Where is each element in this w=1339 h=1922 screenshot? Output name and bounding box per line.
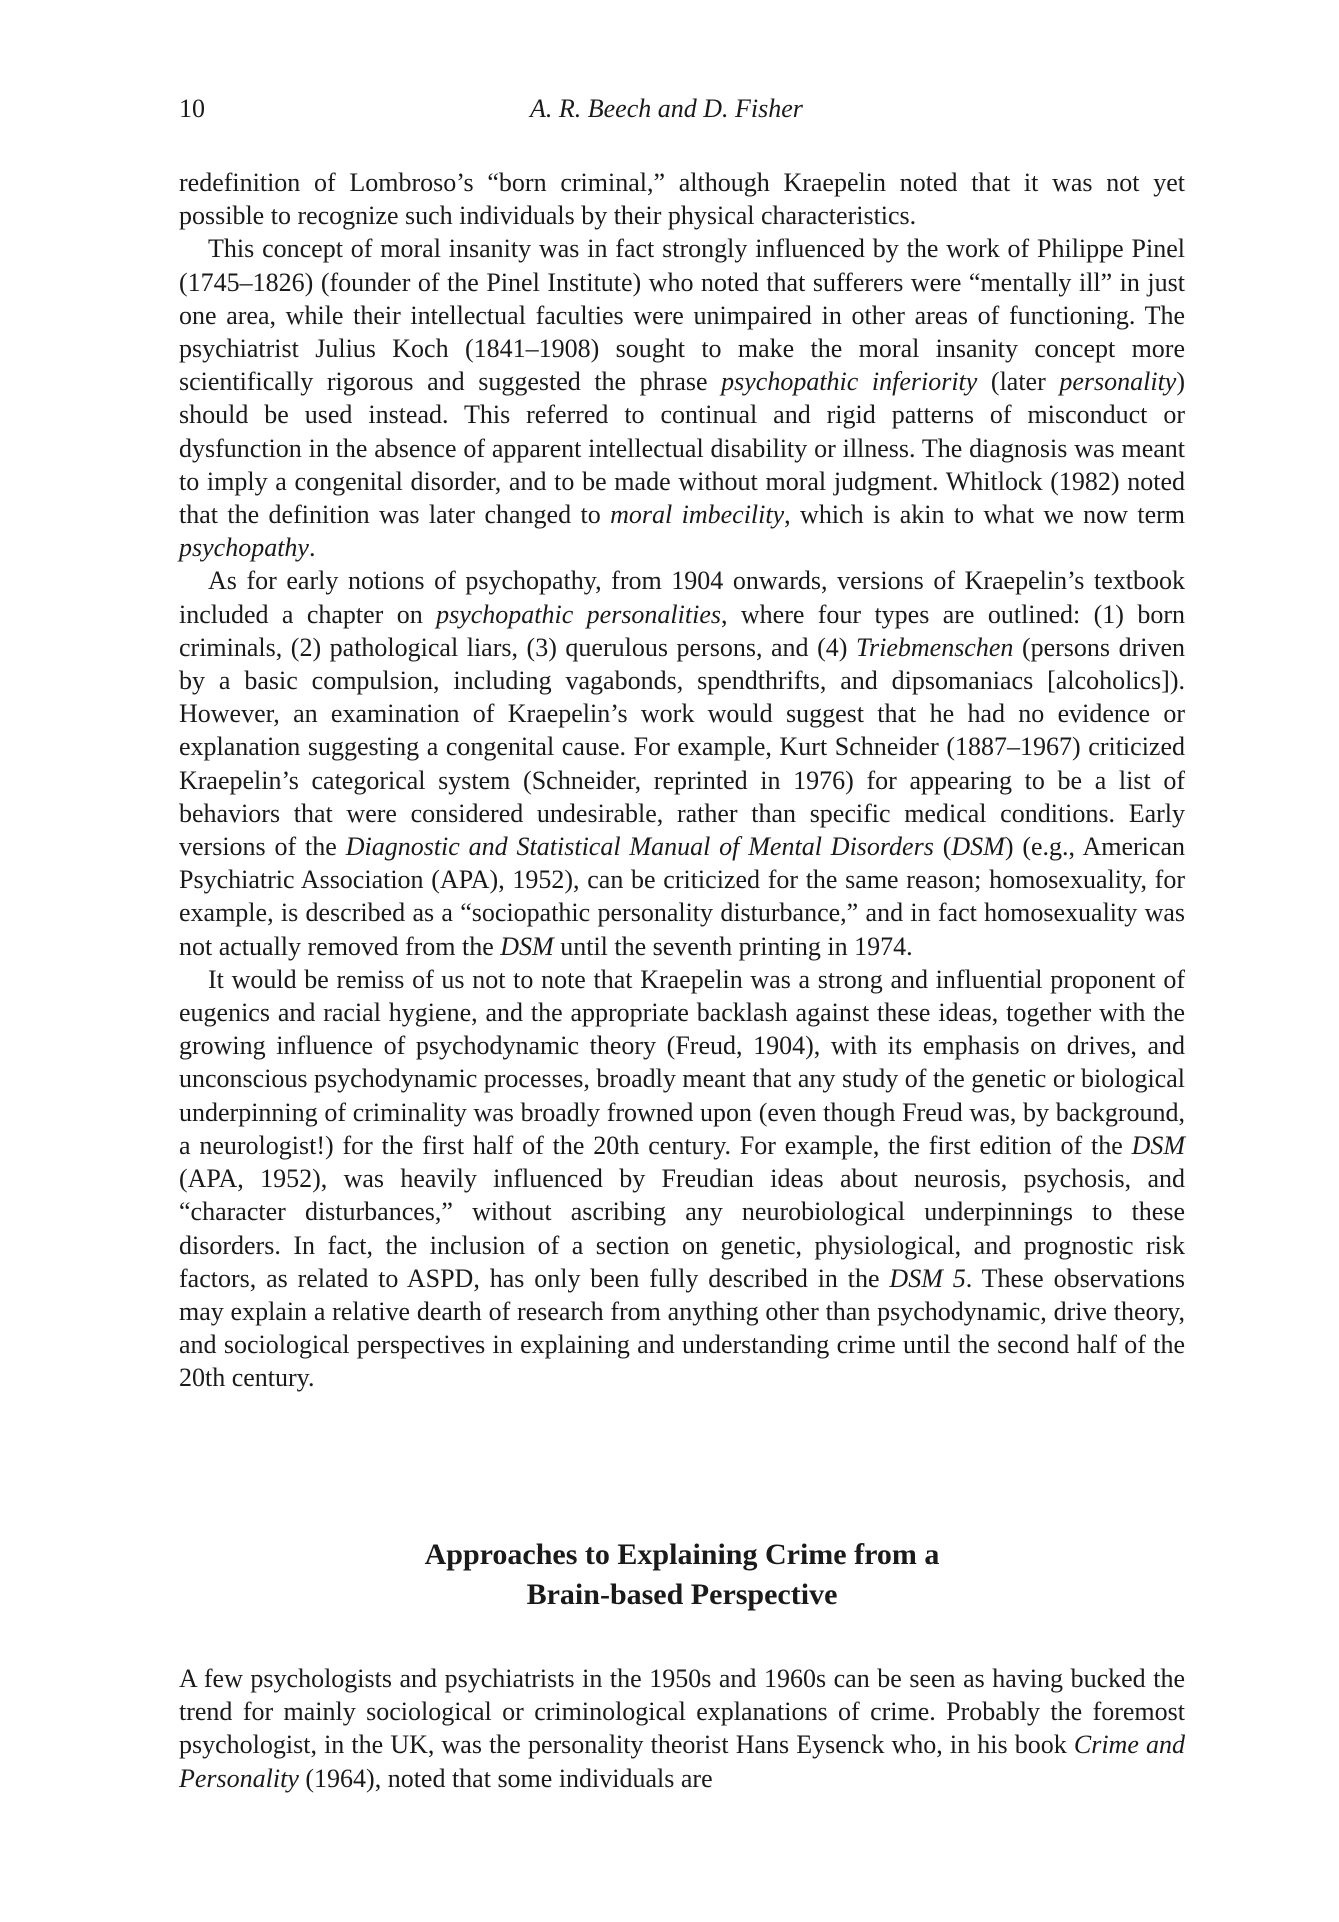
paragraph-2 <box>179 232 1185 564</box>
section-paragraph-1 <box>179 1662 1185 1795</box>
section-heading-line-1: Approaches to Explaining Crime from a <box>424 1538 940 1571</box>
p3-text-e: (persons driven by a basic compulsion, including vagabonds, spendthrifts, and dipsomaniacs [alcoholics]). However, an examination of Kraepelin’s work would suggest that he had no evidence or explanation suggesting a congenital cause. For example, Kurt Schneider (1887–1967) criticized Kraepelin’s categorical system (Schneider, reprinted in 1976) for appearing to be a list of behaviors that were considered undesirable, rather than specific medical conditions. Early versions of the <box>179 632 1186 862</box>
p4-text-a: It would be remiss of us not to note that Kraepelin was a strong and influential proponent of eugenics and racial hygiene, and the appropriate backlash against these ideas, together with the growing influence of psychodynamic theory (Freud, 1904), with its emphasis on drives, and unconscious psychodynamic processes, broadly meant that any study of the genetic or biological underpinning of criminality was broadly frowned upon (even though Freud was, by background, a neurologist!) for the first half of the 20th century. For example, the first edition of the <box>179 964 1185 1160</box>
p2-text-g: , which is akin to what we now term <box>784 500 1185 530</box>
s1-italic-crime-and-personality: Crime and Personality <box>179 1730 1186 1793</box>
s1-text-c: (1964), noted that some individuals are <box>298 1763 713 1793</box>
p3-text-k: until the seventh printing in 1974. <box>553 931 913 961</box>
p2-italic-psychopathic-inferiority: psychopathic inferiority <box>721 367 978 397</box>
p4-italic-dsm-5: DSM 5 <box>889 1263 966 1293</box>
p3-text-g: ( <box>933 832 952 862</box>
p3-italic-triebmenschen: Triebmenschen <box>855 632 1014 662</box>
p4-italic-dsm: DSM <box>1131 1130 1185 1160</box>
page-number: 10 <box>179 94 205 123</box>
section-body-text <box>179 1662 1185 1795</box>
p3-text-a: As for early notions of psychopathy, from 1904 onwards, versions of Kraepelin’s textbook included a chapter on <box>179 566 1185 629</box>
running-head: A. R. Beech and D. Fisher <box>530 94 803 123</box>
p2-italic-personality: personality <box>1059 367 1177 397</box>
p4-text-e: . These observations may explain a relative dearth of research from anything other than psychodynamic, drive theory, and sociological perspectives in explaining and understanding crime until the second half of the 20th century. <box>179 1263 1185 1393</box>
p2-italic-psychopathy: psychopathy <box>179 533 309 563</box>
p2-text-e: ) should be used instead. This referred to continual and rigid patterns of misconduct or dysfunction in the absence of apparent intellectual disability or illness. The diagnosis was meant to imply a congenital disorder, and to be made without moral judgment. Whitlock (1982) noted that the definition was later changed to <box>179 367 1186 530</box>
section-heading <box>179 1535 1185 1615</box>
p3-italic-dsm-2: DSM <box>500 931 554 961</box>
paragraph-1: redefinition of Lombroso’s “born criminal,” although Kraepelin noted that it was not yet possible to recognize such individuals by their physical characteristics. <box>179 168 1185 231</box>
p3-text-i: ) (e.g., American Psychiatric Association (APA), 1952), can be criticized for the same reason; homosexuality, for example, is described as a “sociopathic personality disturbance,” and in fact homosexuality was not actually removed from the <box>179 832 1185 961</box>
p2-text-a: This concept of moral insanity was in fact strongly influenced by the work of Philippe Pinel (1745–1826) (founder of the Pinel Institute) who noted that sufferers were “mentally ill” in just one area, while their intellectual faculties were unimpaired in other areas of functioning. The psychiatrist Julius Koch (1841–1908) sought to make the moral insanity concept more scientifically rigorous and suggested the phrase <box>179 234 1185 397</box>
section-heading-line-2: Brain-based Perspective <box>526 1578 838 1611</box>
body-text <box>179 166 1185 1395</box>
s1-text-a: A few psychologists and psychiatrists in the 1950s and 1960s can be seen as having bucked the trend for mainly sociological or criminological explanations of crime. Probably the foremost psychologist, in the UK, was the personality theorist Hans Eysenck who, in his book <box>179 1664 1185 1760</box>
p3-italic-psychopathic-personalities: psychopathic personalities <box>436 599 721 629</box>
paragraph-3 <box>179 564 1185 962</box>
p2-italic-moral-imbecility: moral imbecility <box>610 500 785 530</box>
p3-italic-dsm-title: Diagnostic and Statistical Manual of Mental Disorders <box>345 832 934 862</box>
p2-text-i: . <box>308 533 316 563</box>
p2-text-c: (later <box>977 367 1060 397</box>
p3-italic-dsm: DSM <box>951 832 1005 862</box>
paragraph-4 <box>179 963 1185 1395</box>
p4-text-c: (APA, 1952), was heavily influenced by Freudian ideas about neurosis, psychosis, and “character disturbances,” without ascribing any neurobiological underpinnings to these disorders. In fact, the inclusion of a section on genetic, physiological, and prognostic risk factors, as related to ASPD, has only been fully described in the <box>179 1164 1185 1293</box>
p3-text-c: , where four types are outlined: (1) born criminals, (2) pathological liars, (3) querulous persons, and (4) <box>179 599 1186 662</box>
